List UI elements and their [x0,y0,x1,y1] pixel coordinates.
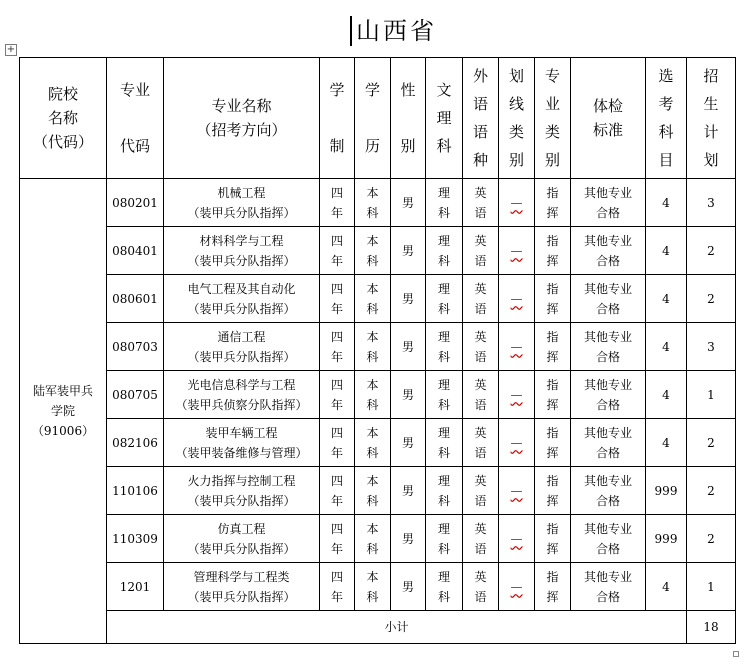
degree-cell: 本 科 [355,179,391,227]
language-cell: 英 语 [463,227,499,275]
table-row [20,275,736,323]
duration-cell: 四 年 [320,275,355,323]
table-row [20,227,736,275]
elective-subjects-cell: 4 [646,227,687,275]
subtotal-value: 18 [687,611,736,644]
enrollment-plan-cell: 2 [687,227,736,275]
physical-standard-cell: 其他专业 合格 [571,179,646,227]
major-type-cell: 指 挥 [535,419,571,467]
gender-cell: 男 [391,371,426,419]
language-cell: 英 语 [463,371,499,419]
table-move-handle-icon[interactable]: + [6,44,16,55]
enrollment-plan-cell: 1 [687,371,736,419]
header-major-code: 专业 代码 [107,58,164,179]
line-type-cell: — [499,467,535,515]
physical-standard-cell: 其他专业 合格 [571,467,646,515]
header-duration: 学 制 [320,58,355,179]
header-gender: 性 别 [391,58,426,179]
enrollment-plan-cell: 2 [687,467,736,515]
duration-cell: 四 年 [320,179,355,227]
major-code-cell: 080401 [107,227,164,275]
major-code-cell: 080705 [107,371,164,419]
subtotal-row [20,611,736,644]
degree-cell: 本 科 [355,227,391,275]
table-row [20,467,736,515]
gender-cell: 男 [391,563,426,611]
language-cell: 英 语 [463,179,499,227]
elective-subjects-cell: 999 [646,467,687,515]
table-row [20,419,736,467]
physical-standard-cell: 其他专业 合格 [571,563,646,611]
subtotal-label: 小计 [107,611,687,644]
gender-cell: 男 [391,419,426,467]
table-body [20,179,736,644]
header-plan: 招 生 计 划 [687,58,736,179]
elective-subjects-cell: 999 [646,515,687,563]
enrollment-plan-cell: 1 [687,563,736,611]
major-code-cell: 080201 [107,179,164,227]
language-cell: 英 语 [463,515,499,563]
degree-cell: 本 科 [355,515,391,563]
major-code-cell: 110106 [107,467,164,515]
gender-cell: 男 [391,275,426,323]
degree-cell: 本 科 [355,419,391,467]
degree-cell: 本 科 [355,323,391,371]
header-language: 外 语 语 种 [463,58,499,179]
major-name-cell: 装甲车辆工程 （装甲装备维修与管理） [164,419,320,467]
enrollment-plan-cell: 2 [687,419,736,467]
table-row [20,179,736,227]
table-header [20,58,736,179]
major-name-cell: 电气工程及其自动化 （装甲兵分队指挥） [164,275,320,323]
major-name-cell: 管理科学与工程类 （装甲兵分队指挥） [164,563,320,611]
major-type-cell: 指 挥 [535,371,571,419]
elective-subjects-cell: 4 [646,323,687,371]
line-type-cell: — [499,563,535,611]
major-code-cell: 080601 [107,275,164,323]
gender-cell: 男 [391,515,426,563]
major-type-cell: 指 挥 [535,275,571,323]
major-code-cell: 110309 [107,515,164,563]
major-code-cell: 082106 [107,419,164,467]
duration-cell: 四 年 [320,467,355,515]
enrollment-plan-cell: 3 [687,323,736,371]
major-type-cell: 指 挥 [535,563,571,611]
major-name-cell: 通信工程 （装甲兵分队指挥） [164,323,320,371]
table-resize-handle[interactable] [733,651,739,657]
elective-subjects-cell: 4 [646,419,687,467]
table-row [20,515,736,563]
track-cell: 理 科 [426,419,463,467]
major-name-cell: 仿真工程 （装甲兵分队指挥） [164,515,320,563]
track-cell: 理 科 [426,467,463,515]
gender-cell: 男 [391,467,426,515]
track-cell: 理 科 [426,323,463,371]
enrollment-plan-cell: 2 [687,515,736,563]
track-cell: 理 科 [426,371,463,419]
line-type-cell: — [499,179,535,227]
elective-subjects-cell: 4 [646,179,687,227]
duration-cell: 四 年 [320,371,355,419]
line-type-cell: — [499,371,535,419]
elective-subjects-cell: 4 [646,371,687,419]
header-physical: 体检 标准 [571,58,646,179]
duration-cell: 四 年 [320,419,355,467]
track-cell: 理 科 [426,275,463,323]
major-type-cell: 指 挥 [535,515,571,563]
duration-cell: 四 年 [320,563,355,611]
degree-cell: 本 科 [355,563,391,611]
header-line-type: 划 线 类 别 [499,58,535,179]
physical-standard-cell: 其他专业 合格 [571,371,646,419]
elective-subjects-cell: 4 [646,275,687,323]
language-cell: 英 语 [463,275,499,323]
enrollment-plan-cell: 3 [687,179,736,227]
degree-cell: 本 科 [355,467,391,515]
table-row [20,323,736,371]
line-type-cell: — [499,515,535,563]
line-type-cell: — [499,323,535,371]
major-type-cell: 指 挥 [535,323,571,371]
major-type-cell: 指 挥 [535,179,571,227]
physical-standard-cell: 其他专业 合格 [571,227,646,275]
physical-standard-cell: 其他专业 合格 [571,515,646,563]
duration-cell: 四 年 [320,227,355,275]
track-cell: 理 科 [426,515,463,563]
header-school: 院校 名称 （代码） [20,58,107,179]
gender-cell: 男 [391,323,426,371]
header-major-name: 专业名称 （招考方向） [164,58,320,179]
major-name-cell: 材料科学与工程 （装甲兵分队指挥） [164,227,320,275]
language-cell: 英 语 [463,467,499,515]
physical-standard-cell: 其他专业 合格 [571,419,646,467]
physical-standard-cell: 其他专业 合格 [571,275,646,323]
duration-cell: 四 年 [320,323,355,371]
language-cell: 英 语 [463,419,499,467]
major-type-cell: 指 挥 [535,227,571,275]
major-name-cell: 火力指挥与控制工程 （装甲兵分队指挥） [164,467,320,515]
major-type-cell: 指 挥 [535,467,571,515]
header-major-type: 专 业 类 别 [535,58,571,179]
header-subjects: 选 考 科 目 [646,58,687,179]
header-track: 文 理 科 [426,58,463,179]
major-name-cell: 机械工程 （装甲兵分队指挥） [164,179,320,227]
major-code-cell: 1201 [107,563,164,611]
degree-cell: 本 科 [355,371,391,419]
physical-standard-cell: 其他专业 合格 [571,323,646,371]
major-name-cell: 光电信息科学与工程 （装甲兵侦察分队指挥） [164,371,320,419]
enrollment-plan-cell: 2 [687,275,736,323]
language-cell: 英 语 [463,323,499,371]
line-type-cell: — [499,419,535,467]
table-row [20,563,736,611]
line-type-cell: — [499,275,535,323]
major-code-cell: 080703 [107,323,164,371]
track-cell: 理 科 [426,563,463,611]
line-type-cell: — [499,227,535,275]
track-cell: 理 科 [426,227,463,275]
admissions-table [19,57,736,644]
duration-cell: 四 年 [320,515,355,563]
track-cell: 理 科 [426,179,463,227]
province-title: 山西省 [350,16,437,46]
language-cell: 英 语 [463,563,499,611]
table-row [20,371,736,419]
elective-subjects-cell: 4 [646,563,687,611]
degree-cell: 本 科 [355,275,391,323]
header-degree: 学 历 [355,58,391,179]
gender-cell: 男 [391,179,426,227]
school-name-cell: 陆军装甲兵 学院 （91006） [20,179,107,644]
gender-cell: 男 [391,227,426,275]
